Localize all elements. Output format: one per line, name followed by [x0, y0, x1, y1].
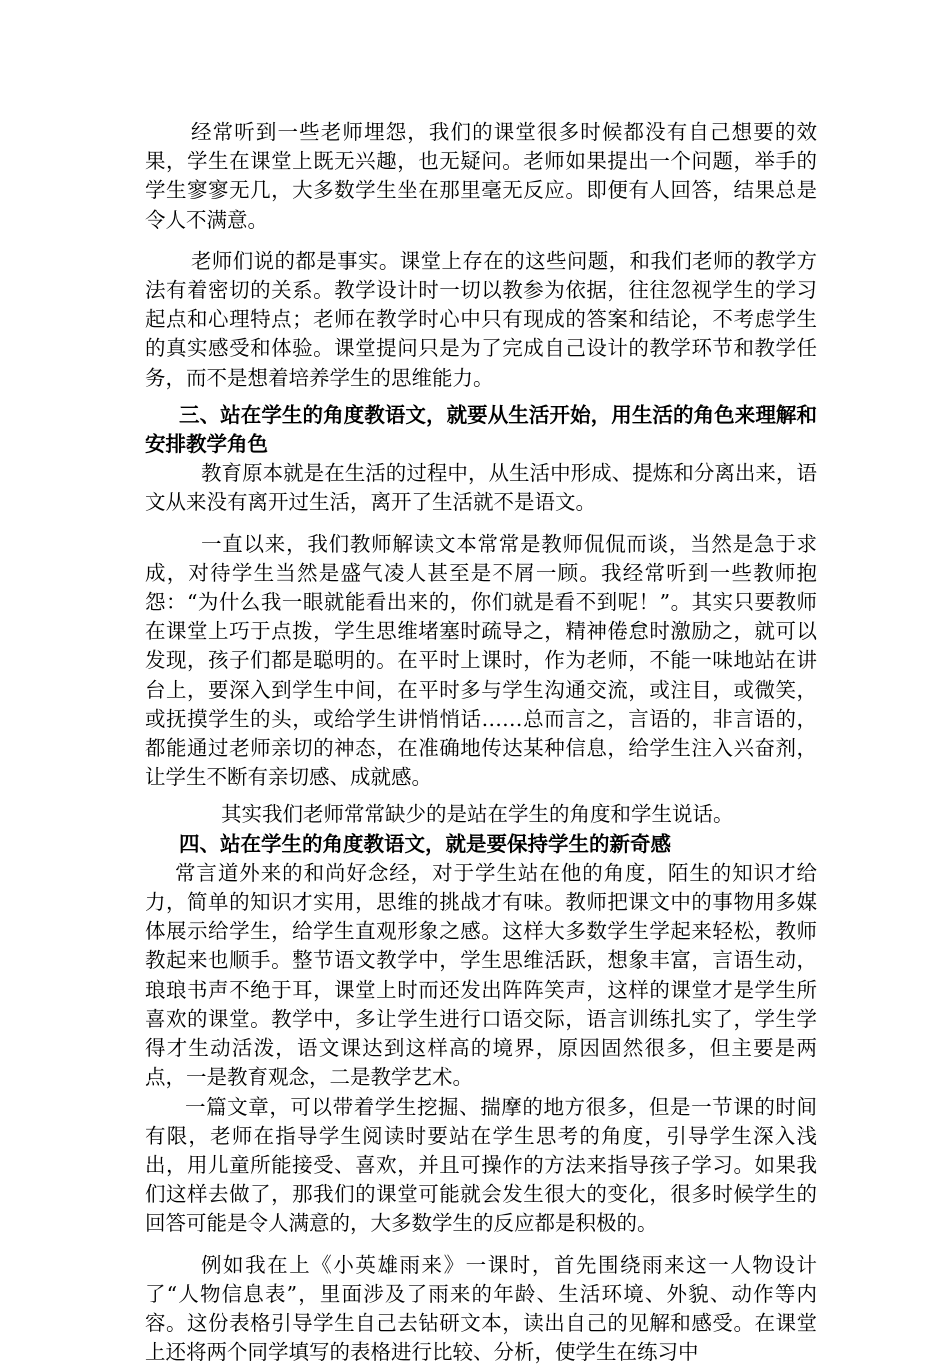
paragraph-teacher-perspective: 其实我们老师常常缺少的是站在学生的角度和学生说话。 [221, 802, 734, 827]
paragraph-teacher-attitude: 一直以来，我们教师解读文本常常是教师侃侃而谈，当然是急于求成，对待学生当然是盛气凌人甚至是不屑一顾。我经常听到一些教师抱怨：“为什么我一眼就能看出来的，你们就是看不到呢！”。其实只要教师在课堂上巧于点拨，学生思维堵塞时疏导之，精神倦怠时激励之，就可以发现，孩子们都是聪明的。在平时上课时，作为老师，不能一味地站在讲台上，要深入到学生中间，在平时多与学生沟通交流，或注目，或微笑，或抚摸学生的头，或给学生讲悄悄话……总而言之，言语的，非言语的，都能通过老师亲切的神态，在准确地传达某种信息，给学生注入兴奋剂，让学生不断有亲切感、成就感。 [145, 531, 817, 790]
paragraph-reading-guidance: 一篇文章，可以带着学生挖掘、揣摩的地方很多，但是一节课的时间有限，老师在指导学生阅读时要站在学生思考的角度，引导学生深入浅出，用儿童所能接受、喜欢，并且可操作的方法来指导孩子学习。如果我们这样去做了，那我们的课堂可能就会发生很大的变化，很多时候学生的回答可能是令人满意的，大多数学生的反应都是积极的。 [145, 1094, 817, 1236]
paragraph-complaints: 经常听到一些老师埋怨，我们的课堂很多时候都没有自己想要的效果，学生在课堂上既无兴趣，也无疑问。老师如果提出一个问题，举手的学生寥寥无几，大多数学生坐在那里毫无反应。即便有人回答，结果总是令人不满意。 [145, 120, 817, 232]
paragraph-novelty: 常言道外来的和尚好念经，对于学生站在他的角度，陌生的知识才给力，简单的知识才实用，思维的挑战才有味。教师把课文中的事物用多媒体展示给学生，给学生直观形象之感。这样大多数学生学起来轻松，教师教起来也顺手。整节语文教学中，学生思维活跃，想象丰富，言语生动，琅琅书声不绝于耳，课堂上时而还发出阵阵笑声，这样的课堂才是学生所喜欢的课堂。教学中，多让学生进行口语交际，语言训练扎实了，学生学得才生动活泼，语文课达到这样高的境界，原因固然很多，但主要是两点，一是教育观念，二是教学艺术。 [145, 860, 817, 1090]
section-heading-four: 四、站在学生的角度教语文，就是要保持学生的新奇感 [179, 831, 671, 856]
section-heading-three: 三、站在学生的角度教语文，就要从生活开始，用生活的角色来理解和安排教学角色 [145, 402, 817, 457]
paragraph-example-lesson: 例如我在上《小英雄雨来》一课时，首先围绕雨来这一人物设计了“人物信息表”，里面涉及了雨来的年龄、生活环境、外貌、动作等内容。这份表格引导学生自己去钻研文本，读出自己的见解和感受。在课堂上还将两个同学填写的表格进行比较、分析，使学生在练习中 [145, 1252, 817, 1365]
paragraph-facts: 老师们说的都是事实。课堂上存在的这些问题，和我们老师的教学方法有着密切的关系。教学设计时一切以教参为依据，往往忽视学生的学习起点和心理特点；老师在教学时心中只有现成的答案和结论，不考虑学生的真实感受和体验。课堂提问只是为了完成自己设计的教学环节和教学任务，而不是想着培养学生的思维能力。 [145, 248, 817, 390]
document-body [145, 118, 817, 1367]
paragraph-education-life: 教育原本就是在生活的过程中，从生活中形成、提炼和分离出来，语文从来没有离开过生活，离开了生活就不是语文。 [145, 461, 817, 515]
